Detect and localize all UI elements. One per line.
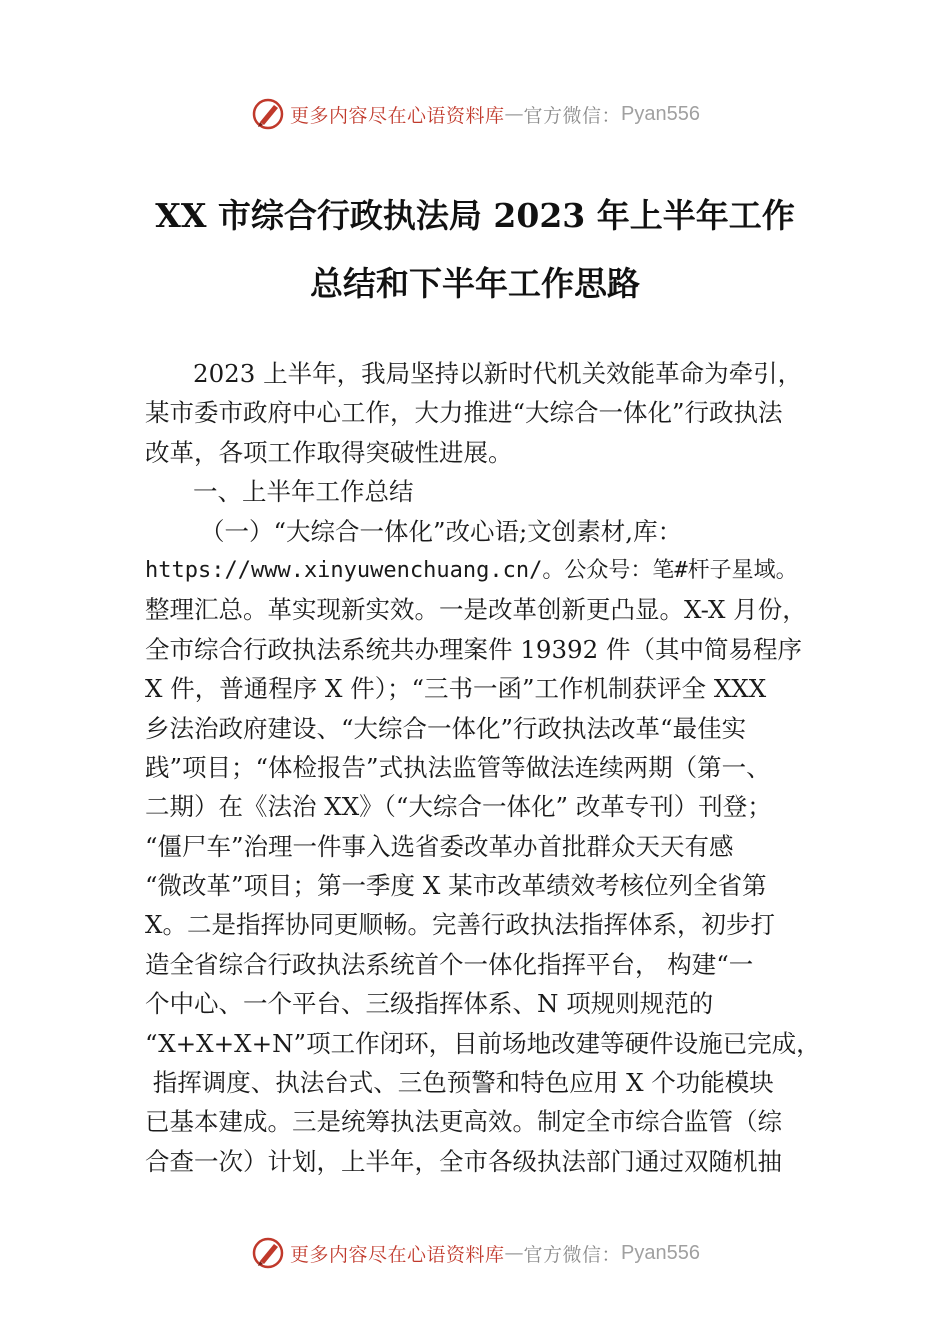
body-line: 造全省综合行政执法系统首个一体化指挥平台， 构建“一 — [145, 949, 754, 979]
body-line: 个中心、一个平台、三级指挥体系、N 项规则规范的 — [145, 989, 714, 1019]
body-line: 指挥调度、执法台式、三色预警和特色应用 X 个功能模块 — [145, 1068, 774, 1098]
body-line: 改革，各项工作取得突破性进展。 — [145, 437, 513, 467]
body-line: 二期）在《法治 XX》（“大综合一体化” 改革专刊）刊登； — [145, 792, 772, 822]
body-line: 全市综合行政执法系统共办理案件 19392 件（其中简易程序 — [145, 634, 803, 664]
body-line: 合查一次）计划，上半年，全市各级执法部门通过双随机抽 — [145, 1146, 782, 1176]
document-body — [145, 354, 825, 1181]
banner-label: 官方微信： — [523, 1243, 622, 1266]
body-line: 2023 上半年，我局坚持以新时代机关效能革命为牵引， — [193, 359, 803, 388]
body-line: 整理汇总。革实现新实效。一是改革创新更凸显。X-X 月份， — [145, 595, 807, 625]
body-line: X。二是指挥协同更顺畅。完善行政执法指挥体系，初步打 — [145, 910, 775, 940]
body-line: 某市委市政府中心工作，大力推进“大综合一体化”行政执法 — [145, 398, 783, 428]
body-line-url: https://www.xinyuwenchuang.cn/。公众号：笔#杆子星域。 — [145, 557, 798, 583]
banner-handle: Pyan556 — [621, 102, 700, 125]
body-line: “微改革”项目；第一季度 X 某市改革绩效考核位列全省第 — [145, 871, 767, 901]
pen-logo-icon — [250, 96, 286, 132]
subsection-heading: （一）“大综合一体化”改心语;文创素材,库： — [200, 516, 683, 546]
banner-main-text: 更多内容尽在心语资料库 — [290, 1243, 505, 1266]
banner-separator: — — [504, 103, 524, 125]
body-line: 践”项目；“体检报告”式执法监管等做法连续两期（第一、 — [145, 752, 771, 782]
header-banner — [0, 94, 950, 134]
pen-logo-icon — [250, 1235, 286, 1271]
section-heading: 一、上半年工作总结 — [193, 477, 414, 507]
body-line: X 件，普通程序 X 件）；“三书一函”工作机制获评全 XXX — [145, 674, 767, 704]
banner-separator: — — [504, 1242, 524, 1264]
document-title-line-1: XX 市综合行政执法局 2023 年上半年工作 — [155, 196, 795, 235]
body-line: 已基本建成。三是统筹执法更高效。制定全市综合监管（综 — [145, 1107, 782, 1137]
document-title-line-2: 总结和下半年工作思路 — [310, 264, 640, 303]
body-line: “X+X+X+N”项工作闭环，目前场地改建等硬件设施已完成， — [145, 1028, 821, 1058]
body-line: “僵尸车”治理一件事入选省委改革办首批群众天天有感 — [145, 831, 734, 861]
banner-label: 官方微信： — [523, 104, 622, 127]
body-line: 乡法治政府建设、“大综合一体化”行政执法改革“最佳实 — [145, 713, 747, 743]
banner-main-text: 更多内容尽在心语资料库 — [290, 104, 505, 127]
banner-handle: Pyan556 — [621, 1241, 700, 1264]
footer-banner — [0, 1233, 950, 1273]
